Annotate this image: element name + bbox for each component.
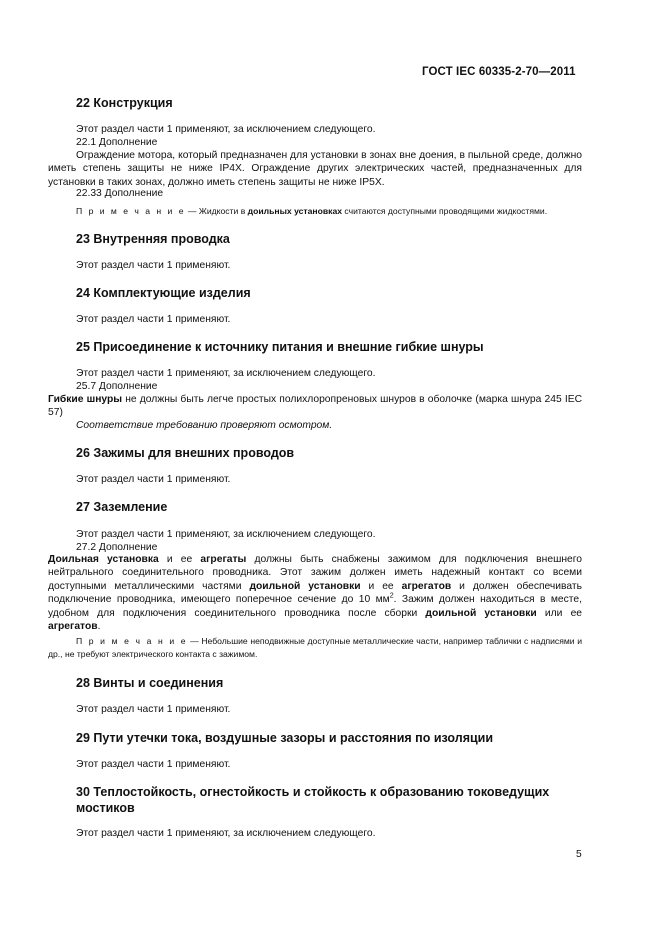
term-milking-installation: Доильная установка [48,554,159,565]
clause-22-1-text: Ограждение мотора, который предназначен для установки в зонах вне доения, в пыльной среде, должно иметь степень защиты не ниже IP4X. Ограждение других электрических частей, предназначенных для установки в таких зонах, должно иметь степень защиты не ниже IP5X. [48,150,582,188]
section-29-text: Этот раздел части 1 применяют. [76,759,231,770]
term-units: агрегаты [200,554,247,565]
clause-25-7: 25.7 Дополнение [76,381,158,392]
section-26-title: 26 Зажимы для внешних проводов [76,446,295,460]
term-units: агрегатов [401,580,452,592]
section-30-text: Этот раздел части 1 применяют, за исключением следующего. [76,828,376,839]
note-term: доильных установках [247,206,342,216]
section-30-title: 30 Теплостойкость, огнестойкость и стойкость к образованию токоведущих мостиков [76,785,550,815]
document-header: ГОСТ IEC 60335-2-70—2011 [422,66,576,78]
term-milking-installation: доильной установки [249,580,361,592]
text-run: должны быть снабжены зажимом для подключения внешнего нейтрального соединительного проводника. Этот зажим должен иметь надежный контакт со всеми доступными металлическими частями [48,554,582,592]
text-run: или ее [536,607,583,619]
page-number: 5 [576,849,582,860]
note-text-a: — Жидкости в [185,206,248,216]
text-run: . Зажим должен находиться в месте, удобном для подключения соединительного проводника после сборки [48,594,582,619]
section-25-title: 25 Присоединение к источнику питания и внешние гибкие шнуры [76,340,484,354]
section-23-title: 23 Внутренняя проводка [76,232,230,246]
section-27-intro: Этот раздел части 1 применяют, за исключением следующего. [76,529,376,540]
section-22-note [48,205,582,218]
section-25-intro: Этот раздел части 1 применяют, за исключением следующего. [76,368,376,379]
clause-22-1: 22.1 Дополнение [76,137,158,148]
section-22-intro: Этот раздел части 1 применяют, за исключением следующего. [76,124,376,135]
section-28-title: 28 Винты и соединения [76,676,224,690]
section-26-text: Этот раздел части 1 применяют. [76,474,231,485]
clause-25-7-text [48,393,582,420]
term-milking-installation: доильной установки [425,607,537,619]
clause-27-2: 27.2 Дополнение [76,542,158,553]
text-run: . [97,621,101,633]
text-run: и ее [158,554,201,565]
text-run: и должен обеспечивать подключение проводника, имеющего поперечное сечение до 10 мм [48,580,582,606]
section-24-title: 24 Комплектующие изделия [76,286,251,300]
text-run: и ее [360,580,402,592]
clause-25-7-check: Соответствие требованию проверяют осмотром. [76,420,333,431]
section-27-title: 27 Заземление [76,500,168,514]
clause-25-7-rest: не должны быть легче простых полихлоропреновых шнуров в оболочке (марка шнура 245 IEC 57) [48,394,583,419]
clause-27-2-text [48,553,582,633]
section-28-text: Этот раздел части 1 применяют. [76,704,231,715]
clause-22-33: 22.33 Дополнение [76,188,164,199]
superscript: 2 [389,592,394,600]
section-22-title: 22 Конструкция [76,96,173,110]
note-label: П р и м е ч а н и е [76,206,186,216]
section-24-text: Этот раздел части 1 применяют. [76,314,231,325]
section-23-text: Этот раздел части 1 применяют. [76,260,231,271]
section-27-note [48,635,582,662]
note-text-c: считаются доступными проводящими жидкостями. [342,206,548,216]
note-text: — Небольшие неподвижные доступные металлические части, например таблички с надписями и др., не требуют электрического контакта с зажимом. [48,636,582,660]
term-flexible-cords: Гибкие шнуры [48,394,123,405]
note-label: П р и м е ч а н и е [76,636,188,646]
section-29-title: 29 Пути утечки тока, воздушные зазоры и расстояния по изоляции [76,731,494,745]
term-units: агрегатов [48,621,98,633]
